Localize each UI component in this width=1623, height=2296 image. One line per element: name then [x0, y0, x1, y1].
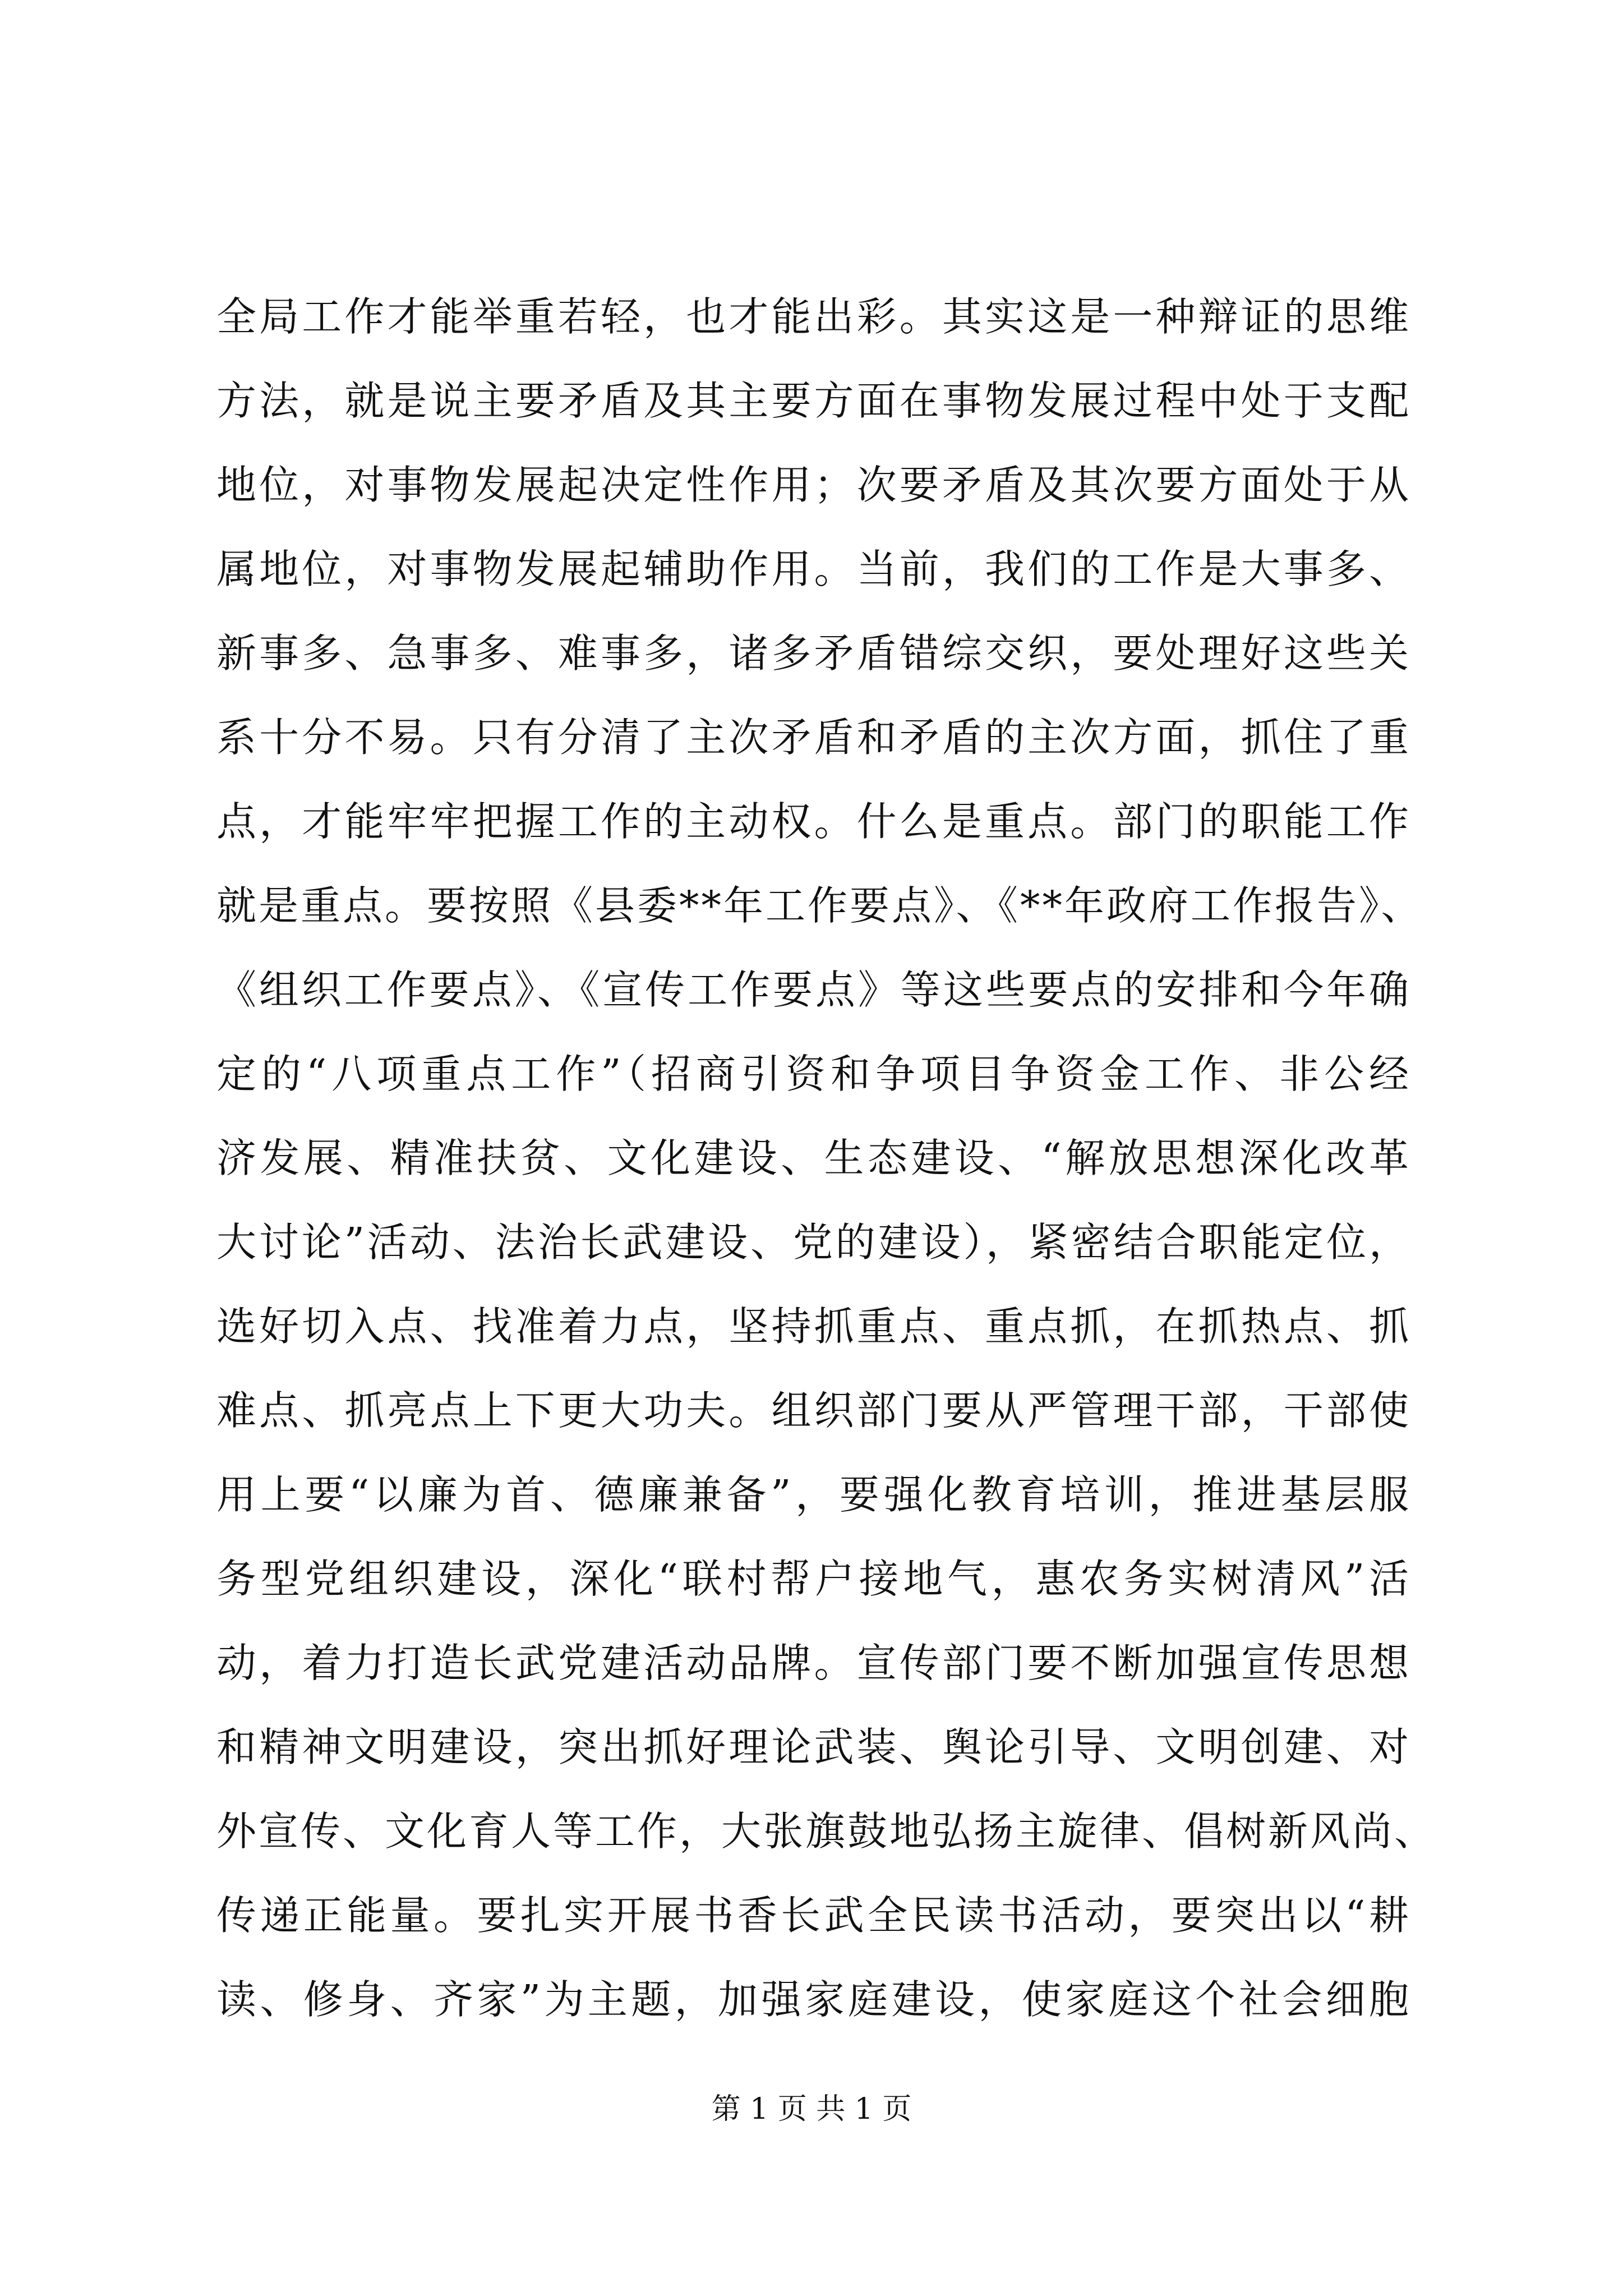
text-line-15: 用上要“以廉为首、德廉兼备”，要强化教育培训，推进基层服: [216, 1471, 1411, 1518]
text-line-4: 属地位，对事物发展起辅助作用。当前，我们的工作是大事多、: [216, 546, 1411, 592]
text-line-19: 外宣传、文化育人等工作，大张旗鼓地弘扬主旋律、倡树新风尚、: [216, 1808, 1437, 1855]
text-line-21: 读、修身、齐家”为主题，加强家庭建设，使家庭这个社会细胞: [216, 1976, 1411, 2023]
text-line-17: 动，着力打造长武党建活动品牌。宣传部门要不断加强宣传思想: [216, 1640, 1411, 1686]
text-line-16: 务型党组织建设，深化“联村帮户接地气，惠农务实树清风”活: [216, 1556, 1411, 1602]
body-paragraph: [216, 275, 1437, 2042]
text-line-9: 《组织工作要点》、《宣传工作要点》等这些要点的安排和今年确: [216, 967, 1411, 1013]
text-line-10: 定的“八项重点工作”（招商引资和争项目争资金工作、非公经: [216, 1051, 1411, 1097]
text-line-5: 新事多、急事多、难事多，诸多矛盾错综交织，要处理好这些关: [216, 630, 1411, 677]
page-footer: [0, 2090, 1623, 2129]
text-line-14: 难点、抓亮点上下更大功夫。组织部门要从严管理干部，干部使: [216, 1387, 1411, 1434]
text-line-8: 就是重点。要按照《县委**年工作要点》、《**年政府工作报告》、: [216, 882, 1423, 929]
page-indicator: 第 1 页 共 1 页: [711, 2092, 912, 2126]
text-line-12: 大讨论”活动、法治长武建设、党的建设），紧密结合职能定位，: [216, 1219, 1411, 1266]
text-line-7: 点，才能牢牢把握工作的主动权。什么是重点。部门的职能工作: [216, 798, 1411, 845]
text-line-18: 和精神文明建设，突出抓好理论武装、舆论引导、文明创建、对: [216, 1724, 1411, 1770]
text-line-20: 传递正能量。要扎实开展书香长武全民读书活动，要突出以“耕: [216, 1892, 1411, 1939]
text-line-2: 方法，就是说主要矛盾及其主要方面在事物发展过程中处于支配: [216, 378, 1411, 424]
text-line-6: 系十分不易。只有分清了主次矛盾和矛盾的主次方面，抓住了重: [216, 714, 1411, 761]
text-line-3: 地位，对事物发展起决定性作用；次要矛盾及其次要方面处于从: [216, 462, 1411, 508]
text-line-1: 全局工作才能举重若轻，也才能出彩。其实这是一种辩证的思维: [216, 293, 1411, 340]
text-line-11: 济发展、精准扶贫、文化建设、生态建设、“解放思想深化改革: [216, 1135, 1411, 1181]
text-line-13: 选好切入点、找准着力点，坚持抓重点、重点抓，在抓热点、抓: [216, 1303, 1411, 1350]
